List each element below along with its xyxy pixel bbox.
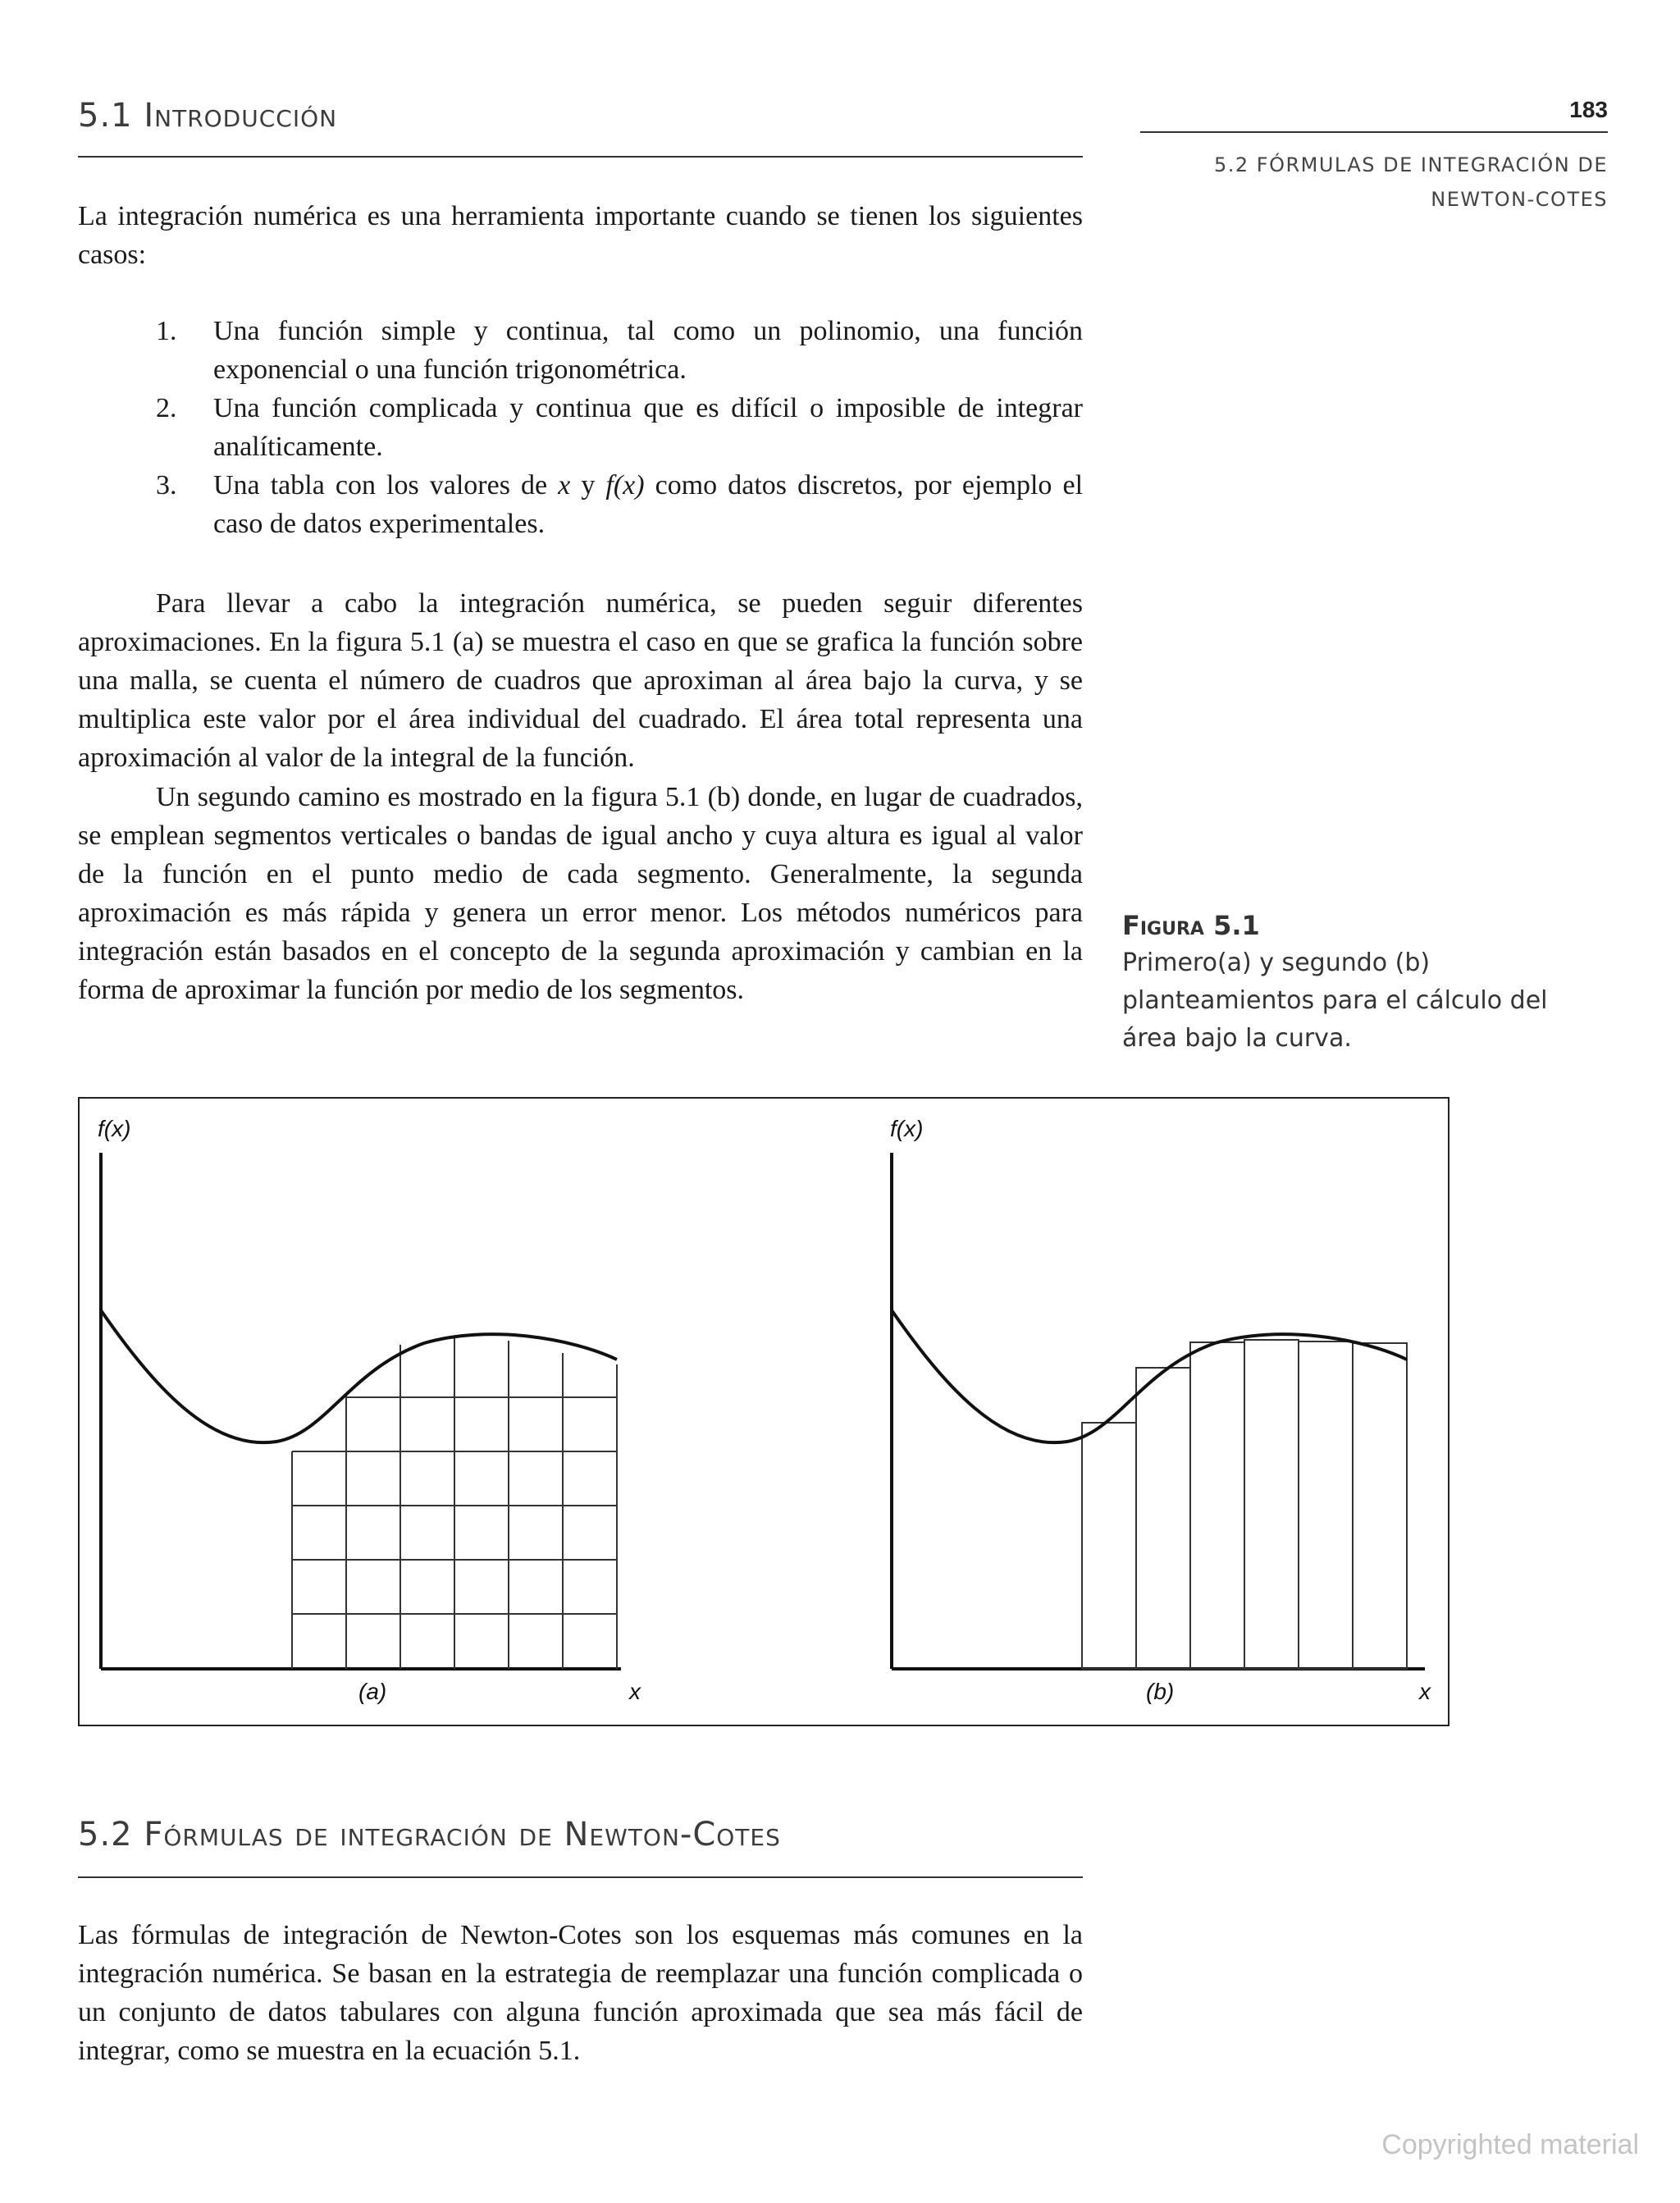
intro-paragraph-2: Un segundo camino es mostrado en la figura 5.1 (b) donde, en lugar de cuadrados, se emplean segmentos verticales o bandas de igual ancho y cuya altura es igual al valor de la función en el punto medio de cada segmento. Generalmente, la segunda aproximación es más rápida y genera un error menor. Los métodos numéricos para integración están basados en el concepto de la segunda aproximación y cambian en la forma de aproximar la función por medio de los segmentos.: [78, 782, 1083, 1005]
strip: [1299, 1341, 1353, 1669]
section2-title: Fórmulas de integración de Newton-Cotes: [144, 1816, 781, 1853]
list-text-part: como datos discretos, por ejemplo el caso de datos experimentales.: [213, 470, 1084, 539]
strip: [1353, 1343, 1407, 1669]
watermark: Copyrighted material: [1381, 2129, 1639, 2160]
panel-b-x-label: x: [1419, 1679, 1431, 1704]
intro-paragraph-1: Para llevar a cabo la integración numérica, se pueden seguir diferentes aproximaciones. En la figura 5.1 (a) se muestra el caso en que se grafica la función sobre una malla, se cuenta el número de cuadros que aproximan al área bajo la curva, y se multiplica este valor por el área individual del cuadrado. El área total representa una aproximación al valor de la integral de la función.: [78, 588, 1083, 773]
list-item: [78, 389, 1083, 466]
running-head-line2: NEWTON-COTES: [1431, 188, 1608, 211]
figure-5-1: [78, 1097, 1449, 1726]
var-x: x: [558, 470, 571, 500]
panel-a-grid: [292, 1337, 617, 1669]
caption-title: Figura 5.1: [1122, 910, 1260, 941]
panel-a-y-label: f(x): [98, 1116, 131, 1141]
caption-text: Primero(a) y segundo (b) planteamientos para el cálculo del área bajo la curva.: [1122, 948, 1548, 1053]
page-number: 183: [1569, 97, 1608, 122]
running-head: [1116, 148, 1608, 217]
list-item: [78, 312, 1083, 389]
list-text-part: Una tabla con los valores de: [213, 470, 559, 500]
figure-caption: [1122, 907, 1582, 1058]
section-heading-5-1: [78, 97, 337, 135]
strip: [1136, 1368, 1190, 1669]
intro-lead: La integración numérica es una herramienta importante cuando se tienen los siguientes casos:: [78, 201, 1083, 270]
cases-list: [78, 312, 1083, 543]
panel-a-curve: [101, 1310, 617, 1442]
section-number: 5.1: [78, 97, 133, 135]
panel-a-x-label: x: [629, 1679, 641, 1704]
running-head-rule: [1140, 131, 1608, 133]
list-number: 2.: [156, 393, 177, 423]
panel-b-y-label: f(x): [890, 1116, 924, 1141]
heading-rule: [78, 156, 1083, 158]
list-number: 3.: [156, 470, 177, 500]
panel-b-strips: [1082, 1340, 1407, 1669]
list-text-part: y: [570, 470, 606, 500]
list-text: Una función complicada y continua que es difícil o imposible de integrar analíticamente.: [213, 393, 1083, 462]
section2-number: 5.2: [78, 1816, 133, 1853]
list-text: [213, 470, 1083, 539]
strip: [1082, 1423, 1136, 1669]
figure-svg: [80, 1099, 1448, 1725]
strip: [1190, 1342, 1244, 1669]
list-text: Una función simple y continua, tal como un polinomio, una función exponencial o una función trigonométrica.: [213, 316, 1083, 385]
list-number: 1.: [156, 316, 177, 346]
section-heading-5-2: [78, 1816, 781, 1853]
section2-rule: [78, 1876, 1083, 1878]
panel-a-label: (a): [358, 1679, 387, 1704]
panel-b-curve: [892, 1310, 1407, 1442]
strip: [1244, 1340, 1299, 1669]
section-title: Introducción: [144, 97, 338, 135]
var-fx: f(x): [605, 470, 645, 500]
list-item: [78, 466, 1083, 543]
running-head-line1: 5.2 FÓRMULAS DE INTEGRACIÓN DE: [1213, 153, 1608, 176]
section2-paragraph: Las fórmulas de integración de Newton-Cotes son los esquemas más comunes en la integración numérica. Se basan en la estrategia de reemplazar una función complicada o un conjunto de datos tabulares con alguna función aproximada que sea más fácil de integrar, como se muestra en la ecuación 5.1.: [78, 1920, 1083, 2066]
panel-b-label: (b): [1146, 1679, 1175, 1704]
